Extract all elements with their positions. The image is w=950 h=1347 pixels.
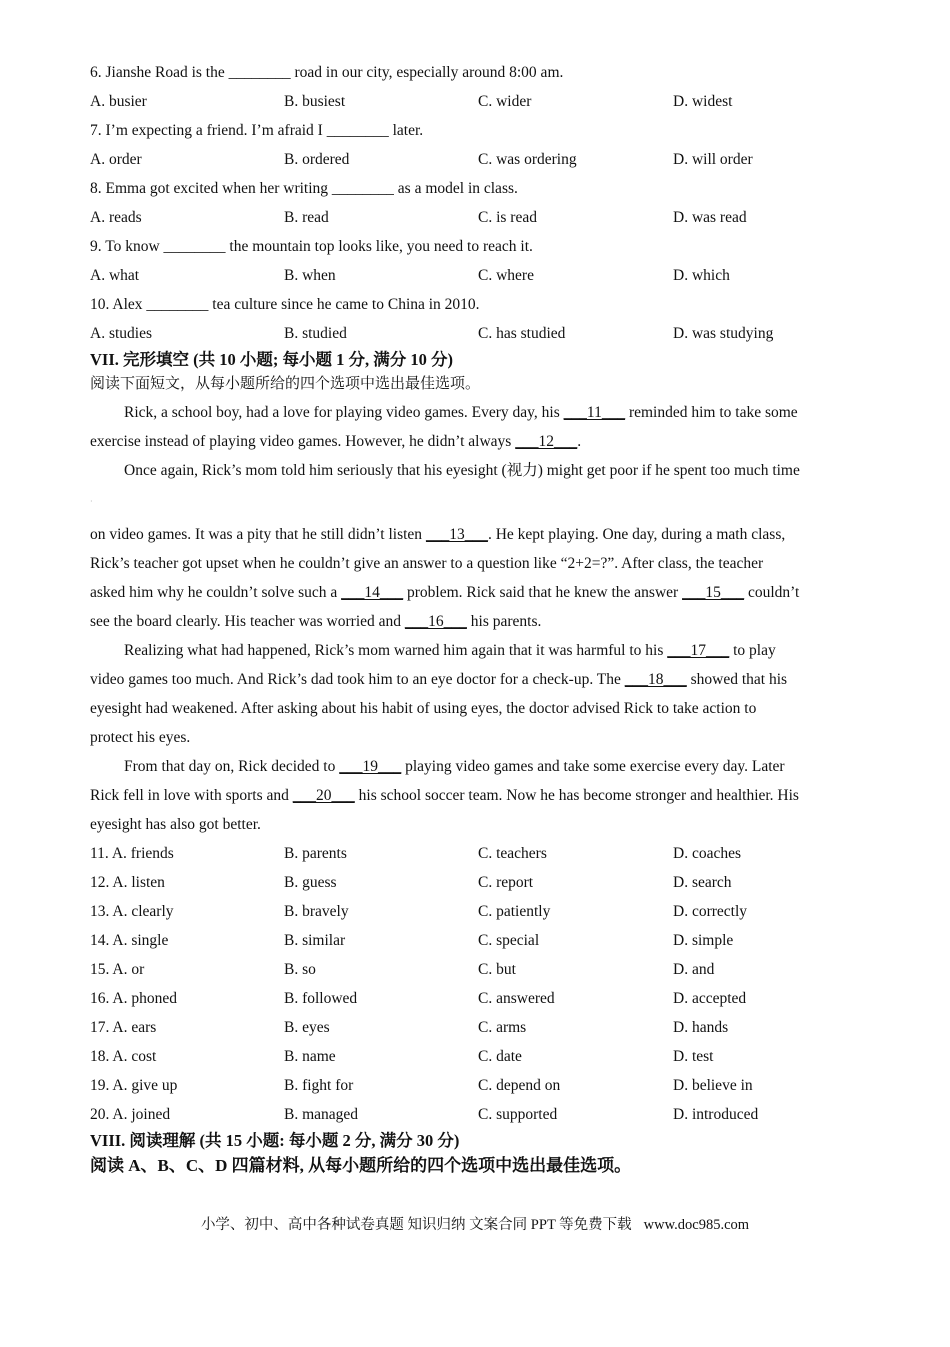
section-instruction: 阅读 A、B、C、D 四篇材料, 从每小题所给的四个选项中选出最佳选项。 (90, 1156, 632, 1175)
option-c: C. is read (478, 209, 537, 226)
option-c: C. report (478, 874, 534, 891)
question-options-9 (90, 261, 860, 290)
option-a: 12. A. listen (90, 874, 165, 891)
footer-text: 小学、初中、高中各种试卷真题 知识归纳 文案合同 PPT 等免费下载 (200, 1217, 632, 1233)
option-b: B. guess (284, 874, 337, 891)
option-c: C. teachers (478, 845, 547, 862)
option-d: D. test (673, 1048, 714, 1065)
cloze-question-13 (90, 897, 860, 926)
passage-line: video games too much. And Rick’s dad took him to an eye doctor for a check-up. The ___18___ showed that his (90, 671, 788, 688)
passage-line: Rick’s teacher got upset when he couldn’t give an answer to a question like “2+2=?”. After class, the teacher (90, 555, 764, 572)
option-c: C. date (478, 1048, 522, 1065)
passage-line: see the board clearly. His teacher was worried and ___16___ his parents. (90, 613, 542, 630)
blank-16: ___16___ (404, 613, 467, 630)
option-a: A. what (90, 267, 140, 284)
option-d: D. accepted (673, 990, 747, 1007)
option-a: A. busier (90, 93, 147, 110)
passage-line: Rick fell in love with sports and ___20___ his school soccer team. Now he has become stronger and healthier. His (90, 787, 799, 804)
cloze-questions (90, 839, 860, 1129)
option-a: 14. A. single (90, 932, 169, 949)
option-d: D. was read (673, 209, 747, 226)
option-c: C. has studied (478, 325, 566, 342)
option-c: C. special (478, 932, 540, 949)
option-d: D. correctly (673, 903, 748, 920)
page-footer (0, 1214, 950, 1236)
passage-line: From that day on, Rick decided to ___19___ playing video games and take some exercise every day. Later (124, 758, 785, 775)
blank-15: ___15___ (682, 584, 745, 601)
cloze-question-19 (90, 1071, 860, 1100)
option-c: C. patiently (478, 903, 551, 920)
option-a: A. order (90, 151, 142, 168)
passage-line: eyesight had weakened. After asking about his habit of using eyes, the doctor advised Rick to take action to (90, 700, 757, 717)
blank-20: ___20___ (292, 787, 355, 804)
option-b: B. similar (284, 932, 346, 949)
cloze-question-18 (90, 1042, 860, 1071)
option-a: 11. A. friends (90, 845, 174, 862)
option-a: 13. A. clearly (90, 903, 174, 920)
passage-line: protect his eyes. (90, 729, 191, 746)
section-heading: VII. 完形填空 (共 10 小题; 每小题 1 分, 满分 10 分) (90, 350, 453, 369)
option-b: B. busiest (284, 93, 346, 110)
question-options-6 (90, 87, 860, 116)
passage-line: Rick, a school boy, had a love for playing video games. Every day, his ___11___ reminded him to take some (124, 404, 798, 421)
question-options-7 (90, 145, 860, 174)
passage-line: on video games. It was a pity that he still didn’t listen ___13___. He kept playing. One day, during a math class, (90, 526, 786, 543)
option-b: B. managed (284, 1106, 359, 1123)
cloze-question-17 (90, 1013, 860, 1042)
option-d: D. search (673, 874, 732, 891)
option-a: 19. A. give up (90, 1077, 178, 1094)
blank-11: ___11___ (563, 404, 626, 421)
option-a: 16. A. phoned (90, 990, 177, 1007)
option-c: C. answered (478, 990, 555, 1007)
page-gap (90, 485, 860, 520)
section-heading: VIII. 阅读理解 (共 15 小题: 每小题 2 分, 满分 30 分) (90, 1131, 460, 1150)
option-d: D. which (673, 267, 730, 284)
option-c: C. where (478, 267, 534, 284)
cloze-question-15 (90, 955, 860, 984)
option-d: D. simple (673, 932, 734, 949)
blank-14: ___14___ (341, 584, 404, 601)
option-d: D. hands (673, 1019, 729, 1036)
option-b: B. parents (284, 845, 347, 862)
question-options-8 (90, 203, 860, 232)
option-c: C. depend on (478, 1077, 561, 1094)
exam-page (90, 58, 860, 1181)
question-stem-7: 7. I’m expecting a friend. I’m afraid I ________ later. (90, 122, 424, 139)
passage-line: asked him why he couldn’t solve such a ___14___ problem. Rick said that he knew the answer ___15___ couldn’t (90, 584, 800, 601)
option-a: A. reads (90, 209, 142, 226)
option-b: B. fight for (284, 1077, 354, 1094)
footer-url[interactable]: www.doc985.com (643, 1217, 750, 1233)
option-b: B. read (284, 209, 329, 226)
option-c: C. arms (478, 1019, 527, 1036)
question-options-10 (90, 319, 860, 348)
option-a: 20. A. joined (90, 1106, 171, 1123)
blank-13: ___13___ (425, 526, 488, 543)
option-b: B. name (284, 1048, 336, 1065)
blank-17: ___17___ (667, 642, 730, 659)
option-d: D. was studying (673, 325, 774, 342)
blank-19: ___19___ (339, 758, 402, 775)
passage-line: exercise instead of playing video games. However, he didn’t always ___12___. (90, 433, 582, 450)
question-stem-10: 10. Alex ________ tea culture since he came to China in 2010. (90, 296, 480, 313)
option-b: B. studied (284, 325, 347, 342)
blank-12: ___12___ (515, 433, 578, 450)
option-b: B. so (284, 961, 316, 978)
option-b: B. bravely (284, 903, 349, 920)
option-d: D. coaches (673, 845, 741, 862)
option-a: A. studies (90, 325, 152, 342)
cloze-question-20 (90, 1100, 860, 1129)
option-a: 17. A. ears (90, 1019, 157, 1036)
reading-section (90, 1129, 860, 1181)
question-stem-9: 9. To know ________ the mountain top looks like, you need to reach it. (90, 238, 533, 255)
passage-line: eyesight has also got better. (90, 816, 261, 833)
option-d: D. introduced (673, 1106, 759, 1123)
option-d: D. and (673, 961, 715, 978)
question-stem-8: 8. Emma got excited when her writing ________ as a model in class. (90, 180, 518, 197)
option-b: B. eyes (284, 1019, 330, 1036)
option-c: C. wider (478, 93, 532, 110)
cloze-question-11 (90, 839, 860, 868)
option-d: D. will order (673, 151, 753, 168)
option-c: C. but (478, 961, 516, 978)
question-stem-6: 6. Jianshe Road is the ________ road in our city, especially around 8:00 am. (90, 64, 564, 81)
option-d: D. widest (673, 93, 733, 110)
option-a: 15. A. or (90, 961, 145, 978)
blank-18: ___18___ (624, 671, 687, 688)
option-b: B. when (284, 267, 336, 284)
passage-line: Once again, Rick’s mom told him seriously that his eyesight (视力) might get poor if he spent too much time (124, 462, 800, 479)
option-b: B. followed (284, 990, 358, 1007)
section-instruction: 阅读下面短文，从每小题所给的四个选项中选出最佳选项。 (90, 376, 481, 392)
cloze-question-12 (90, 868, 860, 897)
mcq-section (90, 58, 860, 348)
option-c: C. supported (478, 1106, 558, 1123)
option-b: B. ordered (284, 151, 350, 168)
cloze-question-14 (90, 926, 860, 955)
stray-dot-icon: · (90, 497, 93, 506)
option-a: 18. A. cost (90, 1048, 157, 1065)
option-c: C. was ordering (478, 151, 577, 168)
option-d: D. believe in (673, 1077, 753, 1094)
passage-line: Realizing what had happened, Rick’s mom warned him again that it was harmful to his ___17___ to play (124, 642, 776, 659)
cloze-question-16 (90, 984, 860, 1013)
cloze-section (90, 348, 860, 1129)
